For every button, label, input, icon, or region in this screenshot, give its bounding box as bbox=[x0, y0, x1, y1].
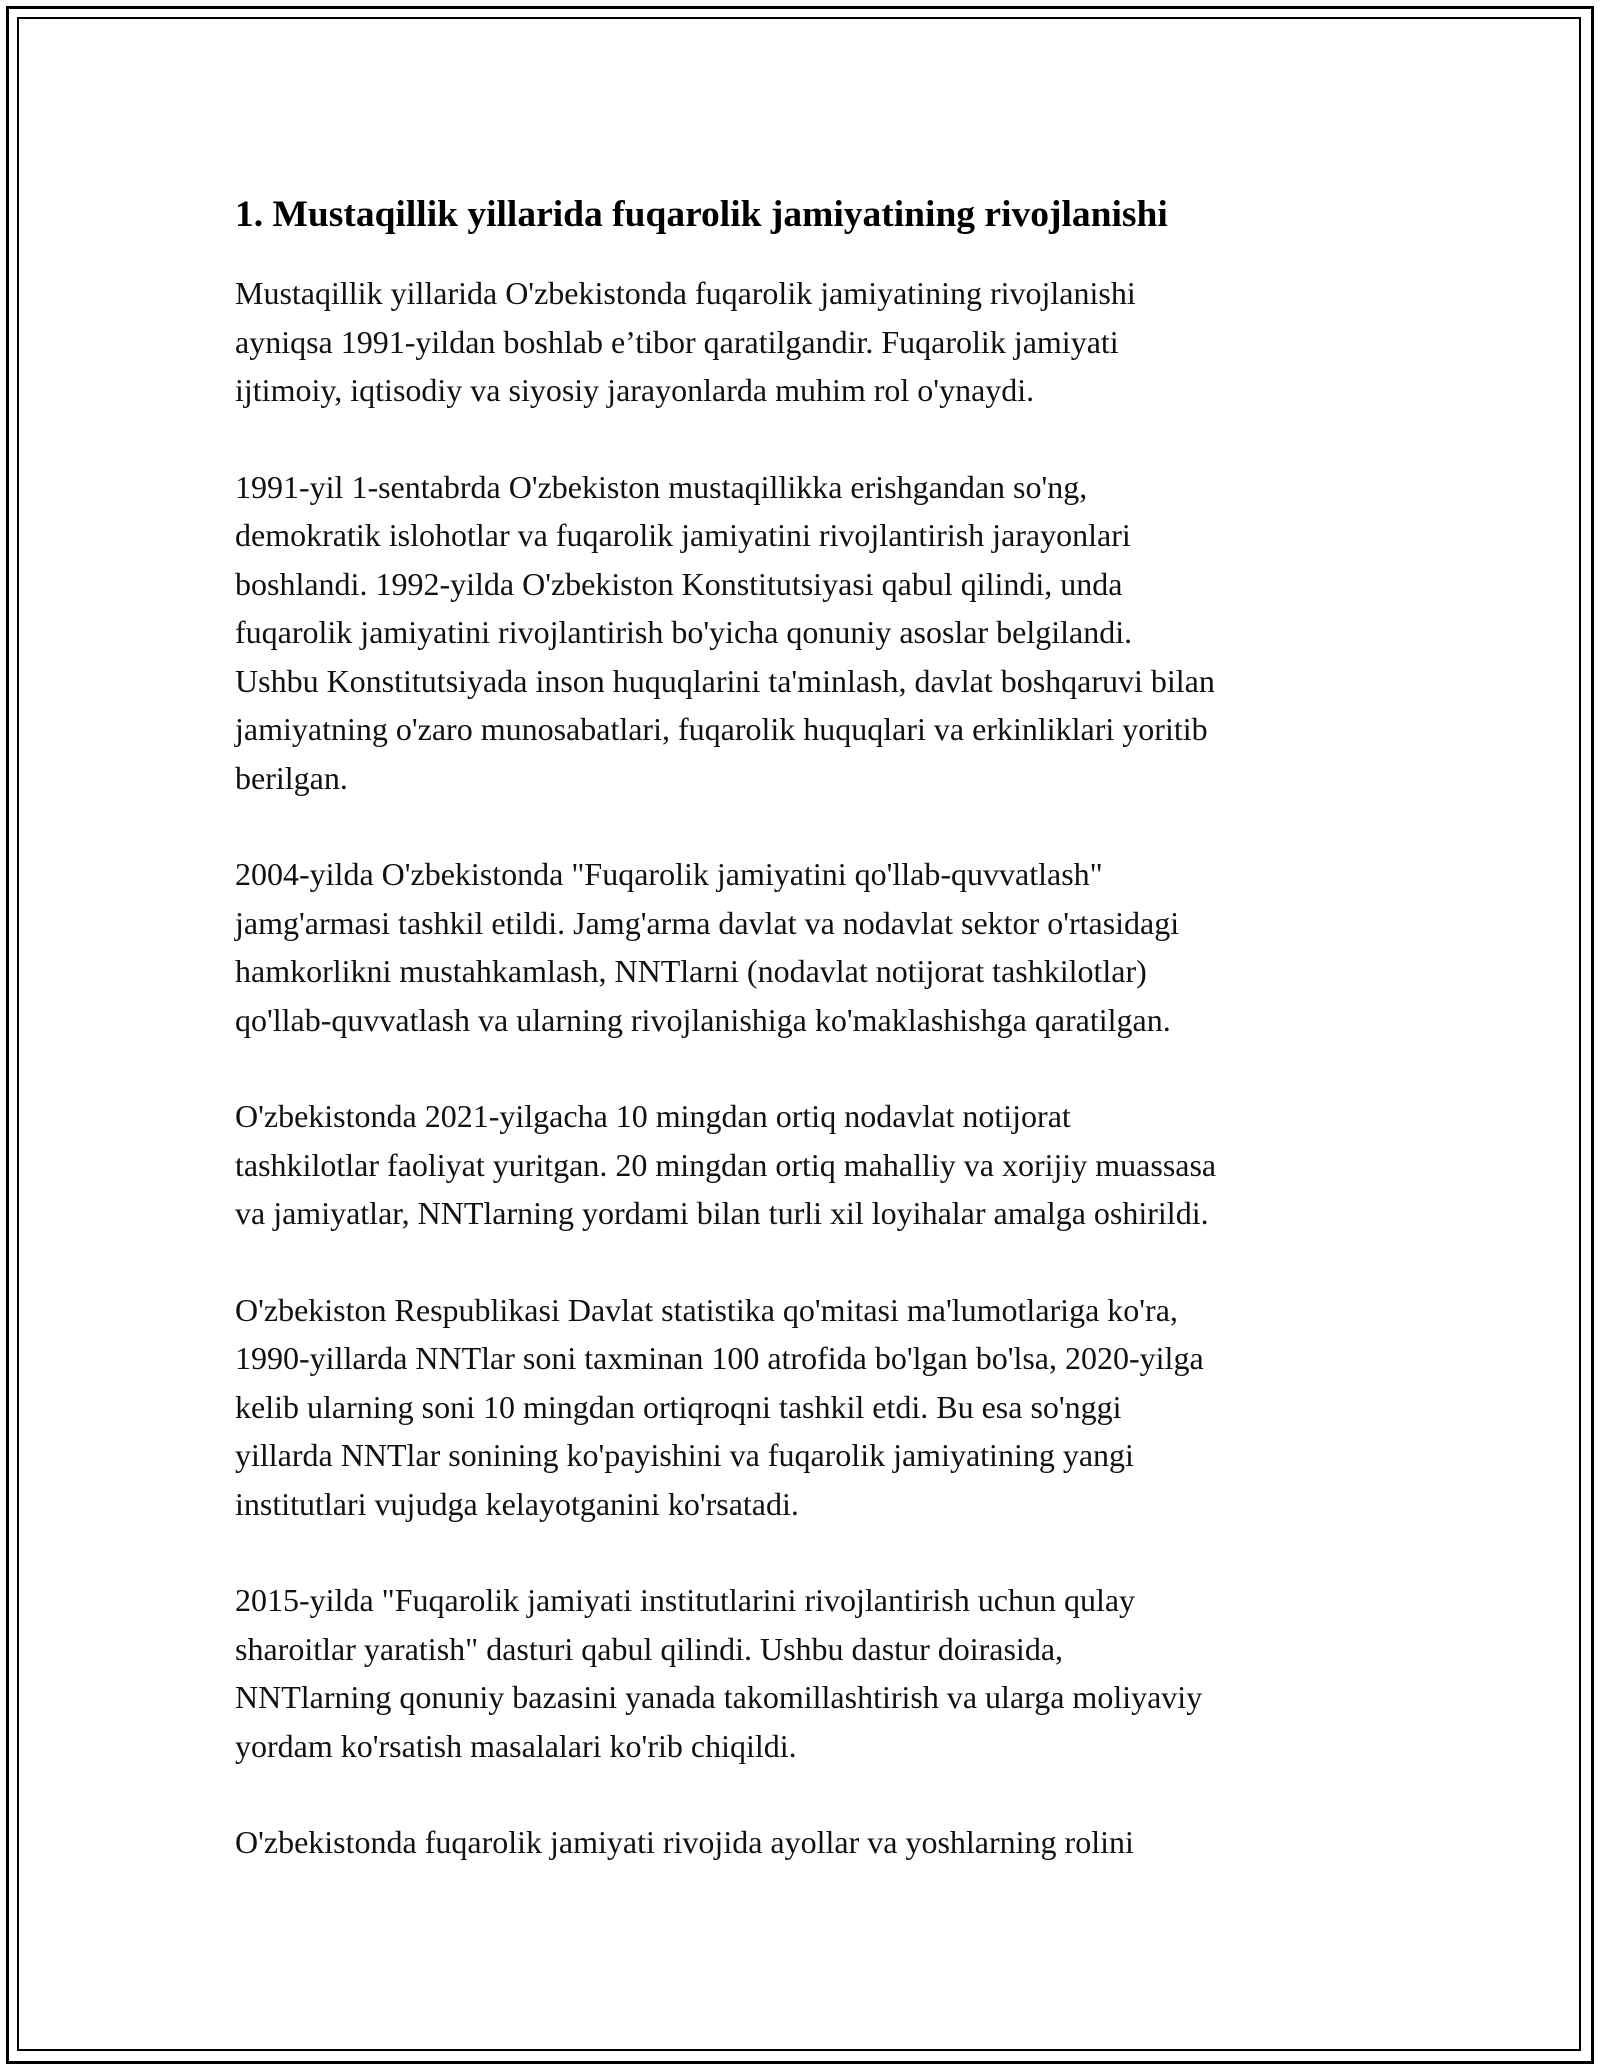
section-heading: 1. Mustaqillik yillarida fuqarolik jamiyatining rivojlanishi bbox=[235, 194, 1168, 235]
paragraph-independence-constitution: 1991-yil 1-sentabrda O'zbekiston mustaqillikka erishgandan so'ng, demokratik islohotlar va fuqarolik jamiyatini rivojlantirish jarayonlari boshlandi. 1992-yilda O'zbekiston Konstitutsiyasi qabul qilindi, unda fuqarolik jamiyatini rivojlantirish bo'yicha qonuniy asoslar belgilandi. Ushbu Konstitutsiyada inson huquqlarini ta'minlash, davlat boshqaruvi bilan jamiyatning o'zaro munosabatlari, fuqarolik huquqlari va erkinliklari yoritib berilgan. bbox=[235, 468, 1215, 796]
paragraph-statistics: O'zbekiston Respublikasi Davlat statistika qo'mitasi ma'lumotlariga ko'ra, 1990-yillarda NNTlar soni taxminan 100 atrofida bo'lgan bo'lsa, 2020-yilga kelib ularning soni 10 mingdan ortiqroqni tashkil etdi. Bu esa so'nggi yillarda NNTlar sonining ko'payishini va fuqarolik jamiyatining yangi institutlari vujudga kelayotganini ko'rsatadi. bbox=[235, 1291, 1204, 1522]
paragraph-intro: Mustaqillik yillarida O'zbekistonda fuqarolik jamiyatining rivojlanishi ayniqsa 1991-yildan boshlab e’tibor qaratilgandir. Fuqarolik jamiyati ijtimoiy, iqtisodiy va siyosiy jarayonlarda muhim rol o'ynaydi. bbox=[235, 275, 1136, 408]
paragraph-2015-program: 2015-yilda "Fuqarolik jamiyati institutlarini rivojlantirish uchun qulay sharoitlar yaratish" dasturi qabul qilindi. Ushbu dastur doirasida, NNTlarning qonuniy bazasini yanada takomillashtirish va ularga moliyaviy yordam ko'rsatish masalalari ko'rib chiqildi. bbox=[235, 1582, 1203, 1764]
document-body bbox=[235, 186, 1375, 1915]
paragraph-women-youth: O'zbekistonda fuqarolik jamiyati rivojida ayollar va yoshlarning rolini bbox=[235, 1824, 1134, 1860]
paragraph-support-fund: 2004-yilda O'zbekistonda "Fuqarolik jamiyatini qo'llab-quvvatlash" jamg'armasi tashkil etildi. Jamg'arma davlat va nodavlat sektor o'rtasidagi hamkorlikni mustahkamlash, NNTlarni (nodavlat notijorat tashkilotlar) qo'llab-quvvatlash va ularning rivojlanishiga ko'maklashishga qaratilgan. bbox=[235, 856, 1180, 1038]
paragraph-ngo-count: O'zbekistonda 2021-yilgacha 10 mingdan ortiq nodavlat notijorat tashkilotlar faoliyat yuritgan. 20 mingdan ortiq mahalliy va xorijiy muassasa va jamiyatlar, NNTlarning yordami bilan turli xil loyihalar amalga oshirildi. bbox=[235, 1098, 1217, 1231]
